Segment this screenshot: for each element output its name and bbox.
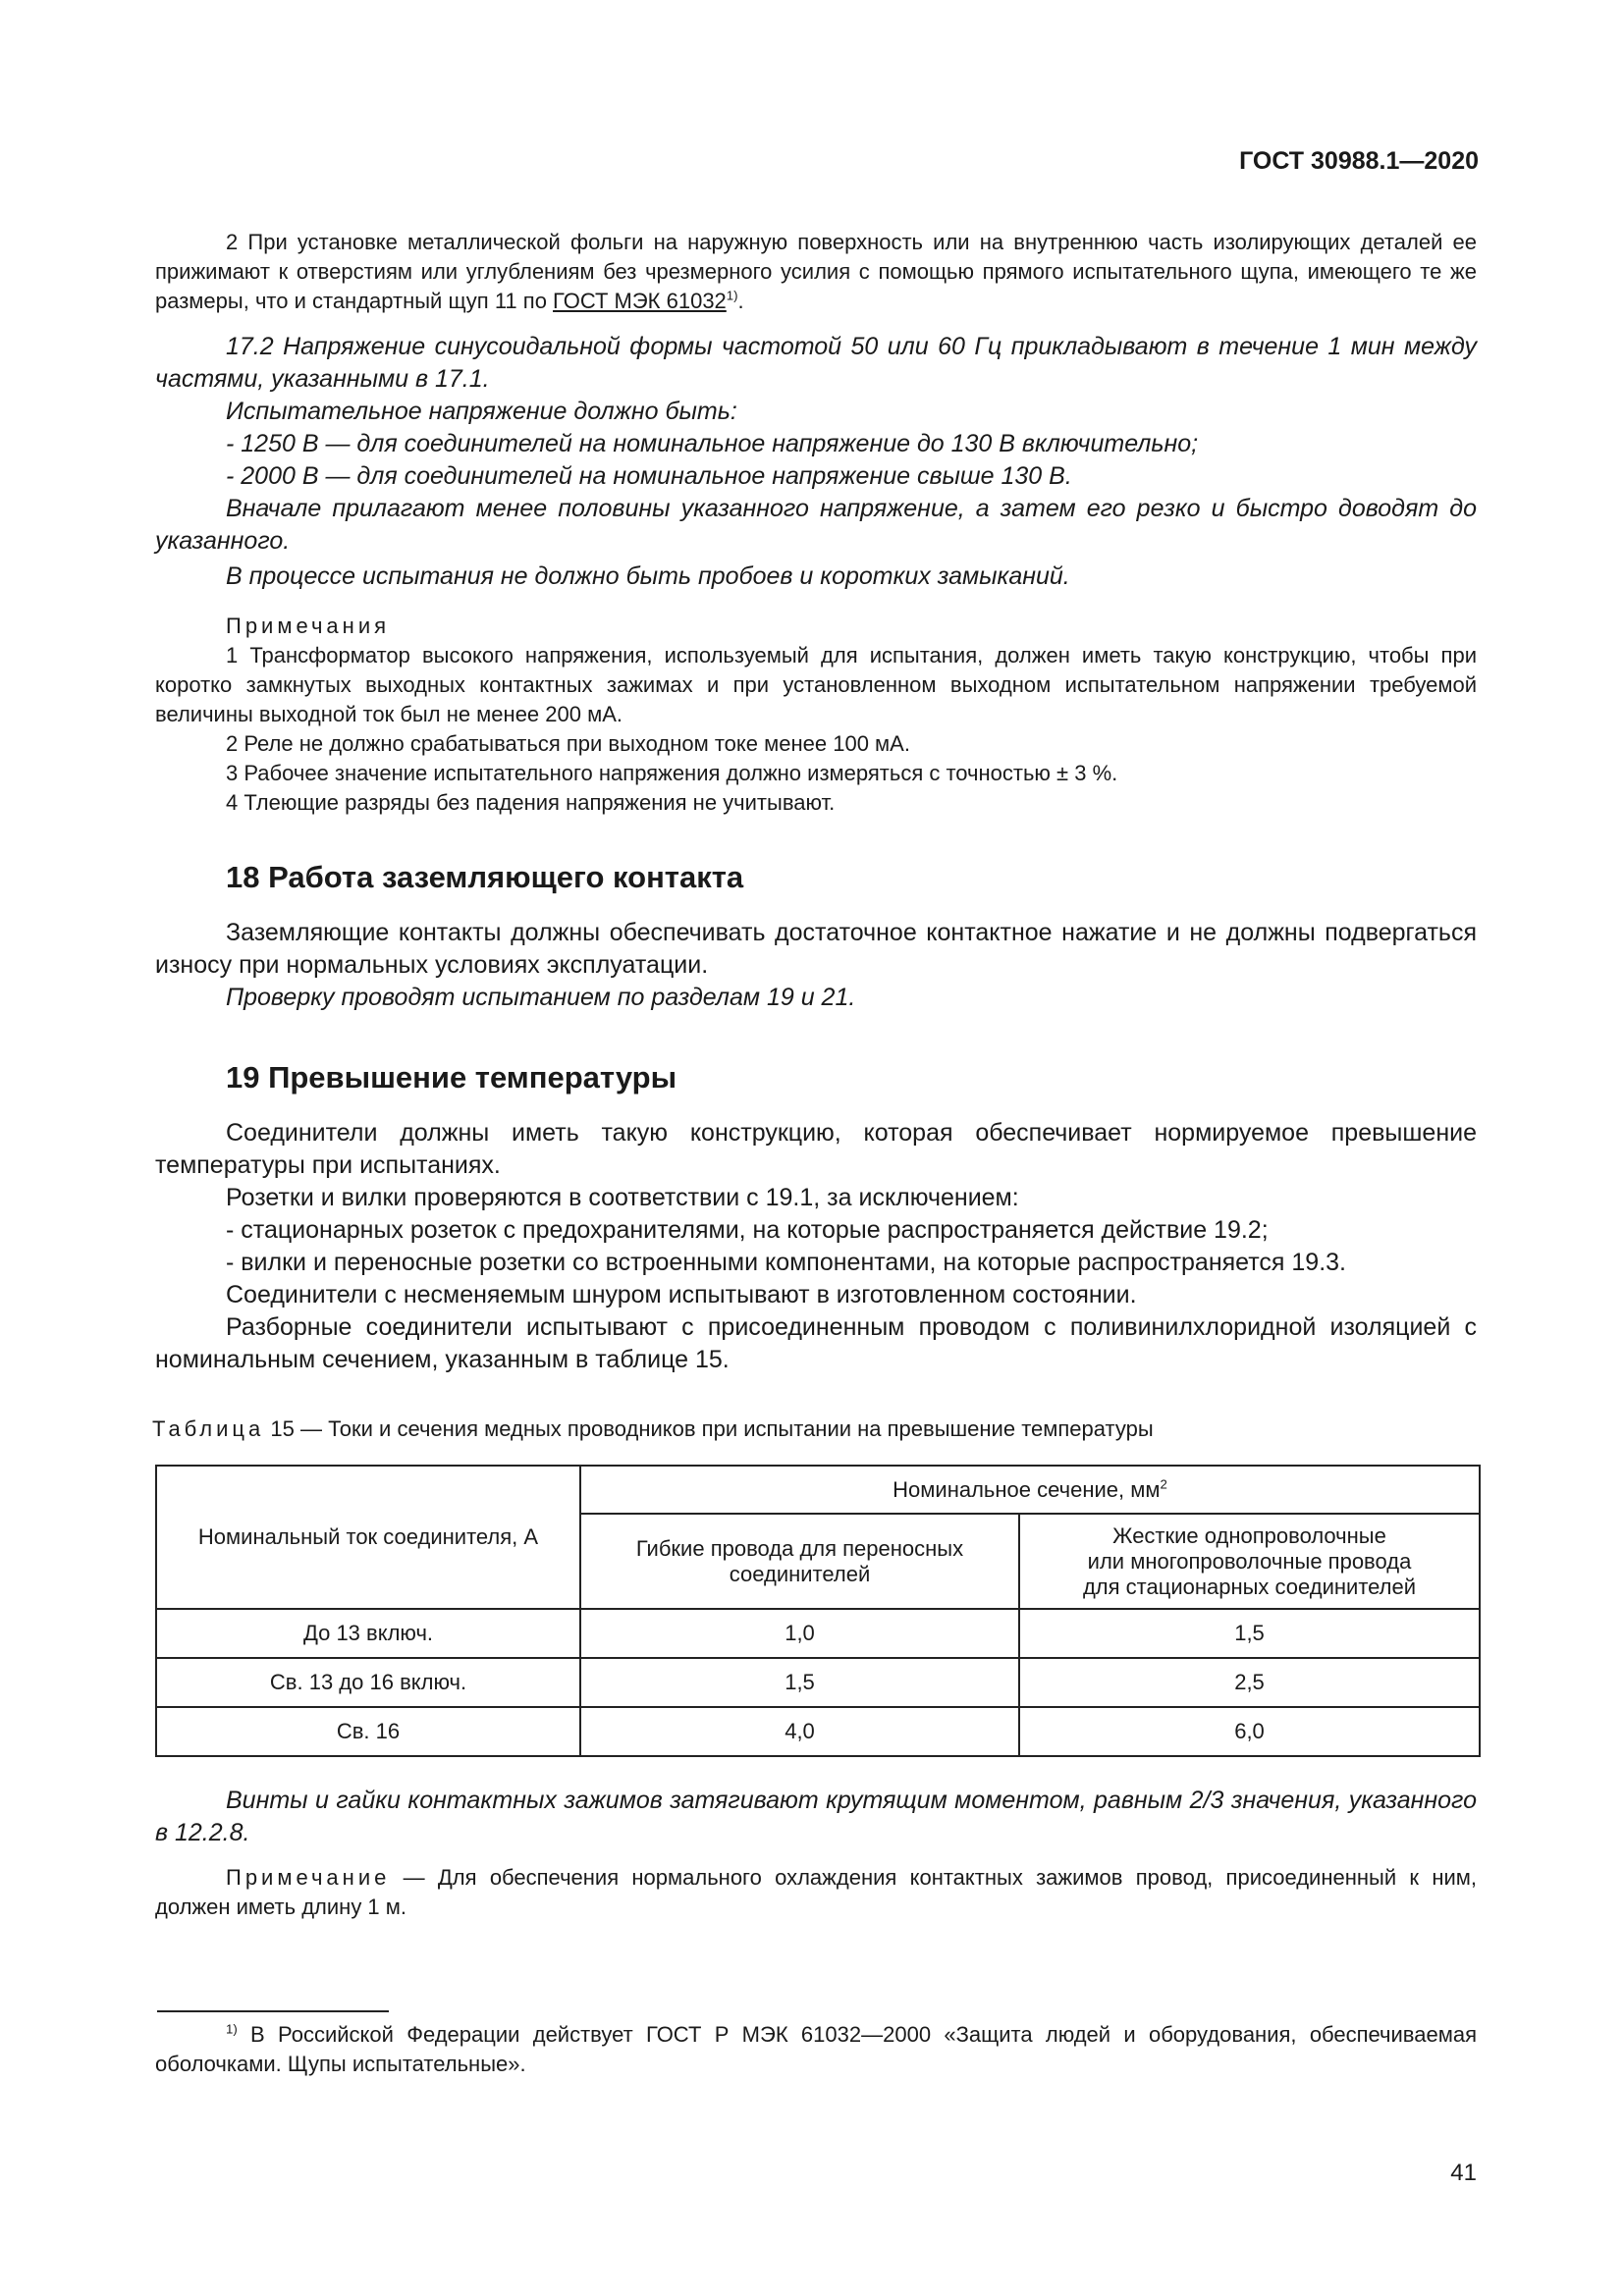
note-3: 3 Рабочее значение испытательного напряжения должно измеряться с точностью ± 3 %. [226, 761, 1118, 785]
cell-flex: 4,0 [580, 1707, 1019, 1756]
para-18-2: Проверку проводят испытанием по разделам 19 и 21. [226, 984, 856, 1011]
para-17-2-3: Вначале прилагают менее половины указанного напряжение, а затем его резко и быстро доводят до указанного. [155, 495, 1477, 555]
para-17-2-4: В процессе испытания не должно быть пробоев и коротких замыканий. [226, 562, 1070, 590]
notes-title: Примечания [226, 614, 391, 638]
gost-iec-61032-link[interactable]: ГОСТ МЭК 61032 [553, 289, 727, 313]
caption-text: 15 — Токи и сечения медных проводников при испытании на превышение температуры [264, 1416, 1154, 1441]
footnote-separator [157, 2010, 389, 2012]
table-15-caption [152, 1415, 1474, 1444]
note-1: 1 Трансформатор высокого напряжения, используемый для испытания, должен иметь такую конструкцию, чтобы при коротко замкнутых выходных контактных зажимах и при установленном выходном испытательном напряжении требуемой величины выходной ток был не менее 200 мА. [155, 643, 1477, 726]
para-19-4: Разборные соединители испытывают с присоединенным проводом с поливинилхлоридной изоляцией с номинальным сечением, указанным в таблице 15. [155, 1313, 1477, 1373]
standard-code: ГОСТ 30988.1—2020 [1239, 147, 1479, 175]
para-19-2: Розетки и вилки проверяются в соответствии с 19.1, за исключением: [226, 1184, 1019, 1211]
table-row [156, 1707, 1480, 1756]
dash-item-1250v: - 1250 В — для соединителей на номинальное напряжение до 130 В включительно; [226, 430, 1199, 457]
note-2-end: . [737, 289, 744, 313]
footnote-ref: 1) [726, 288, 738, 303]
header-flexible-wires: Гибкие провода для переносных соединителей [580, 1514, 1019, 1609]
notes-block [155, 612, 1477, 818]
para-18-1: Заземляющие контакты должны обеспечивать достаточное контактное нажатие и не должны подвергаться износу при нормальных условиях эксплуатации. [155, 919, 1477, 979]
para-torque: Винты и гайки контактных зажимов затягивают крутящим моментом, равным 2/3 значения, указанного в 12.2.8. [155, 1787, 1477, 1846]
note-text: — Для обеспечения нормального охлаждения контактных зажимов провод, присоединенный к ним, должен иметь длину 1 м. [155, 1865, 1477, 1919]
after-table [155, 1785, 1477, 1922]
para-17-2-1: 17.2 Напряжение синусоидальной формы частотой 50 или 60 Гц прикладывают в течение 1 мин между частями, указанными в 17.1. [155, 333, 1477, 393]
note-2-text: 2 При установке металлической фольги на наружную поверхность или на внутреннюю часть изолирующих деталей ее прижимают к отверстиям или углублениям без чрезмерного усилия с помощью прямого испытательного щупа, имеющего те же размеры, что и стандартный щуп 11 по [155, 230, 1477, 313]
cell-flex: 1,5 [580, 1658, 1019, 1707]
section-18 [155, 860, 1477, 1014]
section-18-heading: 18 Работа заземляющего контакта [226, 860, 744, 894]
section-19-heading: 19 Превышение температуры [226, 1060, 677, 1095]
top-note [155, 228, 1477, 316]
cell-current: Св. 13 до 16 включ. [156, 1658, 580, 1707]
cell-flex: 1,0 [580, 1609, 1019, 1658]
note-2-paragraph [155, 228, 1477, 316]
para-17-2-2: Испытательное напряжение должно быть: [226, 398, 737, 425]
footnote-text: В Российской Федерации действует ГОСТ Р МЭК 61032—2000 «Защита людей и оборудования, обеспечиваемая оболочками. Щупы испытательные». [155, 2022, 1477, 2076]
note-4: 4 Тлеющие разряды без падения напряжения не учитывают. [226, 790, 836, 815]
cell-rigid: 6,0 [1019, 1707, 1480, 1756]
page-number: 41 [1450, 2160, 1477, 2186]
footnote [155, 2020, 1477, 2079]
table-15 [155, 1465, 1481, 1757]
note-word: Примечание [226, 1865, 391, 1890]
section-19 [155, 1060, 1477, 1376]
dash-item-2000v: - 2000 В — для соединителей на номинальное напряжение свыше 130 В. [226, 462, 1072, 490]
dash-item-stationary: - стационарных розеток с предохранителями, на которые распространяется действие 19.2; [226, 1216, 1269, 1244]
header-rigid-wires: Жесткие однопроволочные или многопроволочные провода для стационарных соединителей [1019, 1514, 1480, 1609]
header-current: Номинальный ток соединителя, А [156, 1466, 580, 1609]
table-row [156, 1658, 1480, 1707]
table-row [156, 1609, 1480, 1658]
para-19-3: Соединители с несменяемым шнуром испытывают в изготовленном состоянии. [226, 1281, 1137, 1308]
caption-word: Таблица [152, 1416, 265, 1441]
header-section: Номинальное сечение, $мм^2$ [580, 1466, 1480, 1514]
cell-rigid: 1,5 [1019, 1609, 1480, 1658]
cell-current: Св. 16 [156, 1707, 580, 1756]
dash-item-portable: - вилки и переносные розетки со встроенными компонентами, на которые распространяется 19.3. [226, 1249, 1346, 1276]
footnote-mark: 1) [226, 2021, 238, 2037]
cell-current: До 13 включ. [156, 1609, 580, 1658]
note-2: 2 Реле не должно срабатываться при выходном токе менее 100 мА. [226, 731, 910, 756]
para-19-1: Соединители должны иметь такую конструкцию, которая обеспечивает нормируемое превышение температуры при испытаниях. [155, 1119, 1477, 1179]
section-17-2 [155, 331, 1477, 593]
cell-rigid: 2,5 [1019, 1658, 1480, 1707]
